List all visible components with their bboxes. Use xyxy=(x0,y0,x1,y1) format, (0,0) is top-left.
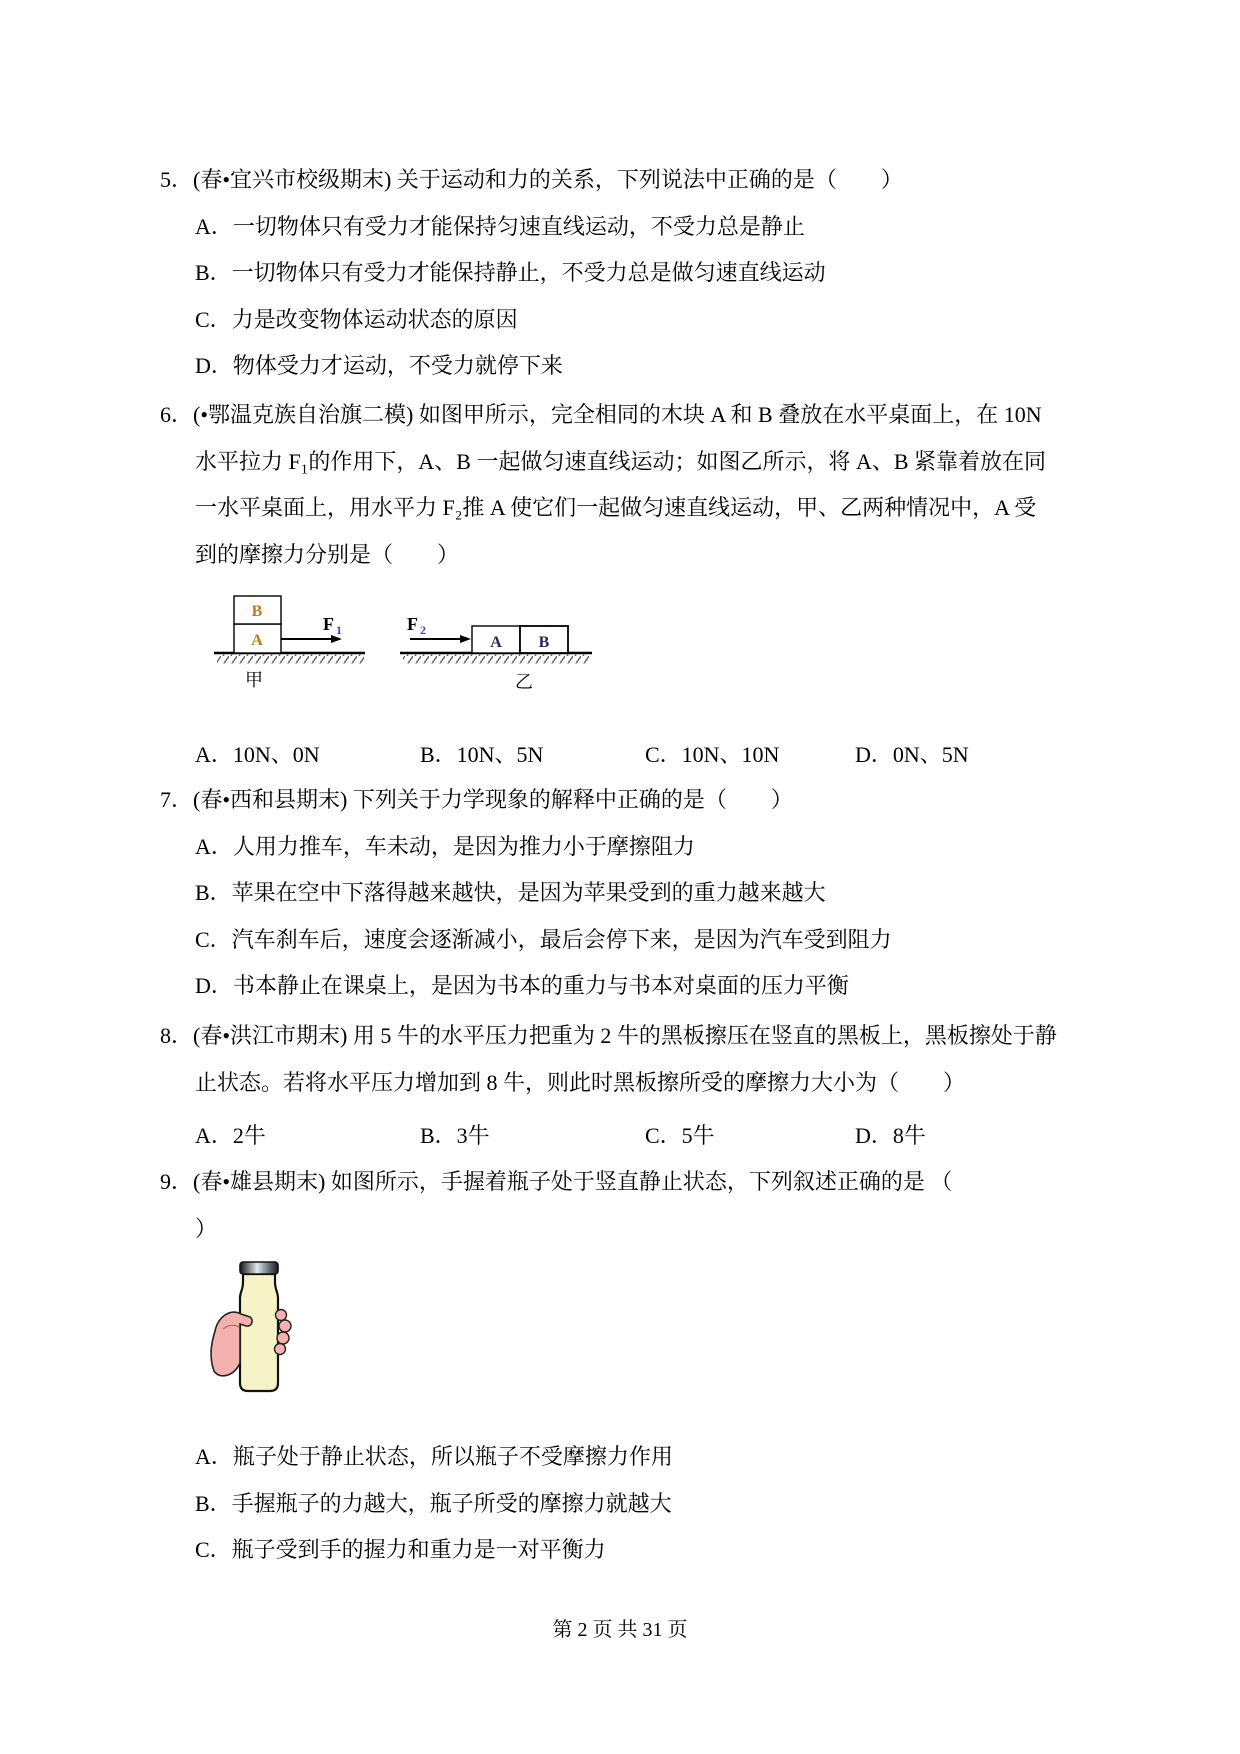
question-9-stem: 9．(春•雄县期末) 如图所示，手握着瓶子处于竖直静止状态，下列叙述正确的是 （ xyxy=(160,1169,953,1194)
question-5-option-a: A．一切物体只有受力才能保持匀速直线运动，不受力总是静止 xyxy=(195,213,805,239)
question-7-option-c: C．汽车刹车后，速度会逐渐减小，最后会停下来，是因为汽车受到阻力 xyxy=(195,926,892,952)
figure-yi-diagram xyxy=(400,614,592,692)
question-9-option-c: C．瓶子受到手的握力和重力是一对平衡力 xyxy=(195,1537,606,1562)
figure-yi-caption: 乙 xyxy=(515,672,533,692)
question-6-option-b: B．10N、5N xyxy=(420,742,544,767)
question-7-option-b: B．苹果在空中下落得越来越快，是因为苹果受到的重力越来越大 xyxy=(195,880,826,905)
question-6-stem: 6．(•鄂温克族自治旗二模) 如图甲所示，完全相同的木块 A 和 B 叠放在水平桌面上，在 10N 水平拉力 F₁的作用下，A、B 一起做匀速直线运动；如图乙所示，将 A、B 紧靠着放在同一水平桌面上，用水平力 F₂推 A 使它们一起做匀速直线运动，甲、乙两种情况中，A 受到的摩擦力分别是（ ） xyxy=(160,402,1047,567)
force-arrowhead-f2 xyxy=(460,635,471,643)
block-a-label-jia: A xyxy=(251,632,263,649)
question-7-stem: 7．(春•西和县期末) 下列关于力学现象的解释中正确的是（ ） xyxy=(160,787,793,812)
question-8-option-d: D．8牛 xyxy=(855,1123,926,1148)
fingertip-1 xyxy=(276,1310,287,1321)
ground-hatch-yi xyxy=(403,655,590,664)
question-8-option-a: A．2牛 xyxy=(195,1123,266,1148)
question-7 xyxy=(160,777,1058,1010)
force-f2-subscript: 2 xyxy=(420,623,426,637)
question-5-option-d: D．物体受力才运动，不受力就停下来 xyxy=(195,353,563,378)
question-5 xyxy=(160,157,1058,390)
page-footer: 第 2 页 共 31 页 xyxy=(552,1619,688,1641)
question-9-stem-close-paren: ） xyxy=(195,1215,218,1241)
fingertip-3 xyxy=(277,1332,289,1344)
question-5-option-b: B．一切物体只有受力才能保持静止，不受力总是做匀速直线运动 xyxy=(195,260,826,285)
question-6-option-a: A．10N、0N xyxy=(195,742,320,767)
question-8-stem: 8．(春•洪江市期末) 用 5 牛的水平压力把重为 2 牛的黑板擦压在竖直的黑板上，黑板擦处于静止状态。若将水平压力增加到 8 牛，则此时黑板擦所受的摩擦力大小为（ ） xyxy=(160,1023,1057,1095)
force-f1-subscript: 1 xyxy=(336,623,342,637)
force-f2-label: F xyxy=(407,614,418,634)
question-6-option-d: D．0N、5N xyxy=(855,742,969,767)
question-6-option-c: C．10N、10N xyxy=(645,742,780,767)
fingertip-2 xyxy=(279,1320,291,1332)
bottle-body xyxy=(240,1274,278,1391)
question-9-options xyxy=(160,1434,1058,1574)
question-9-option-b: B．手握瓶子的力越大，瓶子所受的摩擦力就越大 xyxy=(195,1490,672,1516)
figure-jia-diagram xyxy=(214,596,365,690)
question-6 xyxy=(160,392,1058,578)
question-9 xyxy=(160,1159,1058,1252)
fingertip-4 xyxy=(275,1344,286,1355)
question-8 xyxy=(160,1013,1058,1106)
block-a-label-yi: A xyxy=(490,634,502,651)
block-b-label-jia: B xyxy=(251,603,263,620)
force-f1-label: F xyxy=(323,614,334,634)
question-5-stem: 5．(春•宜兴市校级期末) 关于运动和力的关系，下列说法中正确的是（ ） xyxy=(160,167,903,192)
question-6-figure xyxy=(213,593,593,698)
question-9-figure xyxy=(195,1245,305,1410)
question-8-options xyxy=(195,1113,1155,1160)
ground-hatch-jia xyxy=(217,655,364,664)
question-8-option-b: B．3牛 xyxy=(420,1123,490,1148)
question-7-option-a: A．人用力推车，车未动，是因为推力小于摩擦阻力 xyxy=(195,833,695,859)
question-7-option-d: D．书本静止在课桌上，是因为书本的重力与书本对桌面的压力平衡 xyxy=(195,973,849,998)
figure-jia-caption: 甲 xyxy=(245,670,263,690)
question-6-options xyxy=(195,732,1155,779)
question-8-option-c: C．5牛 xyxy=(645,1123,715,1148)
block-b-label-yi: B xyxy=(538,634,550,651)
question-5-option-c: C．力是改变物体运动状态的原因 xyxy=(195,306,518,332)
question-9-option-a: A．瓶子处于静止状态，所以瓶子不受摩擦力作用 xyxy=(195,1444,673,1469)
bottle-cap xyxy=(240,1262,278,1274)
